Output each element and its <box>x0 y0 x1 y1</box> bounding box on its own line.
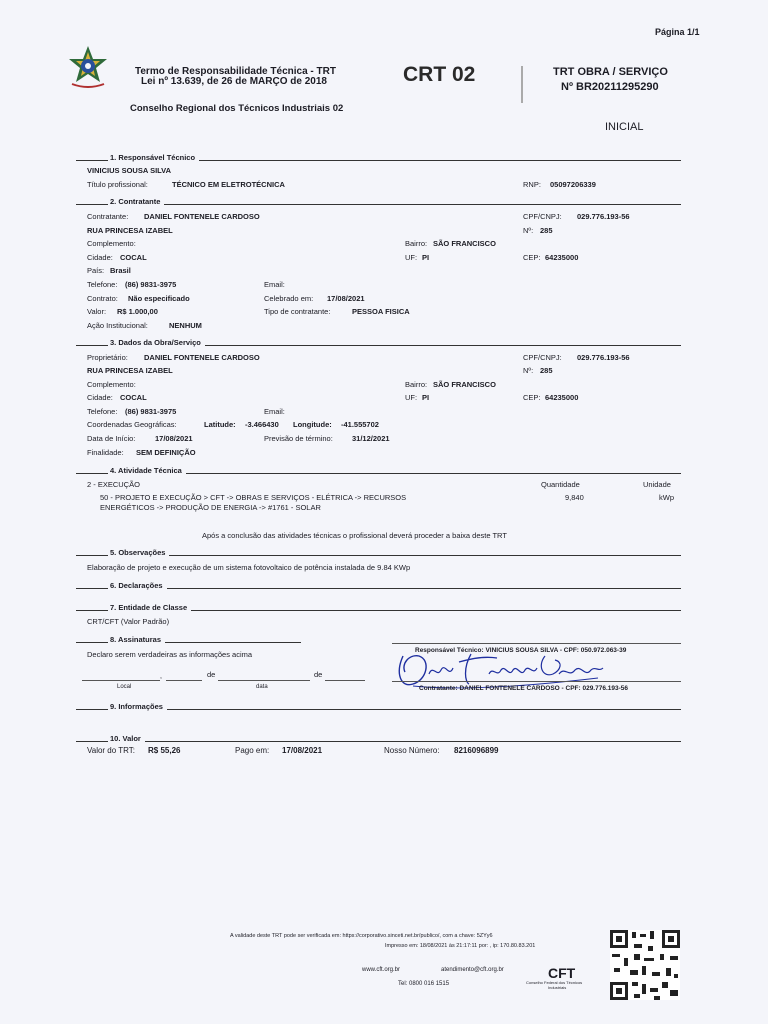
contratante-telefone-label: Telefone: <box>87 280 118 289</box>
term-title: Termo de Responsabilidade Técnica - TRT <box>135 66 336 77</box>
contratante-telefone-value: (86) 9831-3975 <box>125 280 177 289</box>
contratante-num-value: 285 <box>540 226 553 235</box>
activity-desc-line2: ENERGÉTICOS -> PRODUÇÃO DE ENERGIA -> #1761 - SOLAR <box>100 503 321 512</box>
longitude-value: -41.555702 <box>341 420 379 429</box>
finalidade-value: SEM DEFINIÇÃO <box>136 448 196 457</box>
obra-cep-label: CEP: <box>523 393 541 402</box>
contratante-bairro-label: Bairro: <box>405 239 428 248</box>
section-4-header <box>76 466 681 476</box>
obra-street: RUA PRINCESA IZABEL <box>87 366 173 375</box>
finalidade-label: Finalidade: <box>87 448 124 457</box>
observacoes-text: Elaboração de projeto e execução de um sistema fotovoltaico de potência instalada de 9.84 KWp <box>87 563 411 572</box>
obra-cep-value: 64235000 <box>545 393 579 402</box>
previsao-value: 31/12/2021 <box>352 434 390 443</box>
section-2-header <box>76 197 681 207</box>
cft-subtitle-1: Conselho Federal dos Técnicos <box>526 980 583 985</box>
section-9-header <box>76 702 681 712</box>
inicio-label: Data de Início: <box>87 434 136 443</box>
day-line <box>166 680 202 681</box>
obra-num-value: 285 <box>540 366 553 375</box>
nosso-numero-value: 8216096899 <box>454 746 499 755</box>
contratante-uf-label: UF: <box>405 253 418 262</box>
tipo-contratante-label: Tipo de contratante: <box>264 307 331 316</box>
obra-cpf-label: CPF/CNPJ: <box>523 353 562 362</box>
section-6-title: 6. Declarações <box>110 581 167 590</box>
impresso-text: Impresso em: 18/08/2021 às 21:17:11 por: , ip: 170.80.83.201 <box>385 943 536 949</box>
obra-email-label: Email: <box>264 407 285 416</box>
tipo-contratante-value: PESSOA FISICA <box>352 307 410 316</box>
obra-telefone-label: Telefone: <box>87 407 118 416</box>
contratante-pais-value: Brasil <box>110 266 131 275</box>
contratante-cep-value: 64235000 <box>545 253 579 262</box>
entidade-text: CRT/CFT (Valor Padrão) <box>87 617 170 626</box>
activity-desc-line1: 50 - PROJETO E EXECUÇÃO > CFT -> OBRAS E SERVIÇOS - ELÉTRICA -> RECURSOS <box>100 493 407 502</box>
section-5-header <box>76 548 681 558</box>
contratante-cep-label: CEP: <box>523 253 541 262</box>
section-9-title: 9. Informações <box>110 702 167 711</box>
latitude-value: -3.466430 <box>245 420 279 429</box>
council-name: Conselho Regional dos Técnicos Industriais 02 <box>130 103 344 114</box>
titulo-value: TÉCNICO EM ELETROTÉCNICA <box>172 180 285 189</box>
crt-code: CRT 02 <box>403 63 476 86</box>
activity-qty: 9,840 <box>565 493 584 502</box>
previsao-label: Previsão de término: <box>264 434 333 443</box>
section-3-title: 3. Dados da Obra/Serviço <box>110 338 205 347</box>
contratante-bairro-value: SÃO FRANCISCO <box>433 239 496 248</box>
obra-uf-value: PI <box>422 393 430 402</box>
coords-label: Coordenadas Geográficas: <box>87 420 177 429</box>
obra-complemento-label: Complemento: <box>87 380 136 389</box>
header-divider <box>521 66 523 103</box>
contratante-cidade-value: COCAL <box>120 253 147 262</box>
section-7-header <box>76 603 681 613</box>
longitude-label: Longitude: <box>293 420 332 429</box>
de-1: de <box>207 670 216 679</box>
footer-email: atendimento@cft.org.br <box>441 967 504 973</box>
acao-value: NENHUM <box>169 321 202 330</box>
year-line <box>325 680 365 681</box>
section-6-header <box>76 581 681 591</box>
declaro-text: Declaro serem verdadeiras as informações acima <box>87 650 253 659</box>
contr-signature-line <box>392 681 681 682</box>
obra-uf-label: UF: <box>405 393 418 402</box>
activity-type: 2 - EXECUÇÃO <box>87 480 140 489</box>
obra-telefone-value: (86) 9831-3975 <box>125 407 177 416</box>
qr-code-icon <box>610 930 680 1000</box>
titulo-label: Título profissional: <box>87 180 148 189</box>
obra-cpf-value: 029.776.193-56 <box>577 353 630 362</box>
cft-logo: CFT <box>548 965 576 981</box>
local-label: Local <box>117 684 132 690</box>
comma-separator: , <box>160 673 162 680</box>
obra-cidade-value: COCAL <box>120 393 147 402</box>
section-8-header <box>76 635 301 645</box>
section-7-title: 7. Entidade de Classe <box>110 603 191 612</box>
contratante-complemento-label: Complemento: <box>87 239 136 248</box>
qty-header: Quantidade <box>541 480 580 489</box>
contratante-uf-value: PI <box>422 253 430 262</box>
contratante-cidade-label: Cidade: <box>87 253 113 262</box>
resp-tecnico-line: Responsável Técnico: VINICIUS SOUSA SILVA - CPF: 050.972.063-39 <box>415 647 627 654</box>
inicio-value: 17/08/2021 <box>155 434 193 443</box>
footer-tel: Tel: 0800 016 1515 <box>398 981 450 987</box>
contrato-label: Contrato: <box>87 294 118 303</box>
footer-site: www.cft.org.br <box>362 967 401 973</box>
responsavel-name: VINICIUS SOUSA SILVA <box>87 166 172 175</box>
brasil-coat-of-arms-icon <box>62 44 114 90</box>
unit-header: Unidade <box>643 480 671 489</box>
proprietario-label: Proprietário: <box>87 353 128 362</box>
contratante-value: DANIEL FONTENELE CARDOSO <box>144 212 260 221</box>
valor-value: R$ 1.000,00 <box>117 307 158 316</box>
baixa-note: Após a conclusão das atividades técnicas o profissional deverá proceder a baixa deste TRT <box>202 531 507 540</box>
nosso-numero-label: Nosso Número: <box>384 746 440 755</box>
celebrado-value: 17/08/2021 <box>327 294 365 303</box>
local-line <box>82 680 160 681</box>
section-10-header <box>76 734 681 744</box>
latitude-label: Latitude: <box>204 420 236 429</box>
cft-subtitle-2: Industriais <box>548 985 567 990</box>
contratante-cpf-label: CPF/CNPJ: <box>523 212 562 221</box>
section-5-title: 5. Observações <box>110 548 169 557</box>
acao-label: Ação Institucional: <box>87 321 148 330</box>
law-reference: Lei nº 13.639, de 26 de MARÇO de 2018 <box>141 76 327 87</box>
obra-bairro-label: Bairro: <box>405 380 428 389</box>
contratante-label: Contratante: <box>87 212 129 221</box>
page-number: Página 1/1 <box>655 27 700 37</box>
trt-type: TRT OBRA / SERVIÇO <box>553 66 668 78</box>
data-label: data <box>256 684 268 690</box>
valor-trt-label: Valor do TRT: <box>87 746 136 755</box>
contrato-value: Não especificado <box>128 294 190 303</box>
contratante-cpf-value: 029.776.193-56 <box>577 212 630 221</box>
pago-label: Pago em: <box>235 746 270 755</box>
month-line <box>218 680 310 681</box>
section-4-title: 4. Atividade Técnica <box>110 466 186 475</box>
obra-cidade-label: Cidade: <box>87 393 113 402</box>
obra-bairro-value: SÃO FRANCISCO <box>433 380 496 389</box>
de-2: de <box>314 670 323 679</box>
contratante-street: RUA PRINCESA IZABEL <box>87 226 173 235</box>
rnp-value: 05097206339 <box>550 180 596 189</box>
validade-text: A validade deste TRT pode ser verificada em: https://corporativo.sinceti.net.br/publico/, com a chave: 5ZYy6 <box>230 933 493 939</box>
contratante-num-label: Nº: <box>523 226 534 235</box>
contratante-pais-label: País: <box>87 266 105 275</box>
trt-status: INICIAL <box>605 121 644 133</box>
section-1-title: 1. Responsável Técnico <box>110 153 199 162</box>
section-3-header <box>76 338 681 348</box>
valor-trt-value: R$ 55,26 <box>148 746 181 755</box>
trt-number: Nº BR20211295290 <box>561 81 659 93</box>
section-1-header <box>76 153 681 163</box>
contratante-email-label: Email: <box>264 280 285 289</box>
obra-num-label: Nº: <box>523 366 534 375</box>
section-10-title: 10. Valor <box>110 734 145 743</box>
proprietario-value: DANIEL FONTENELE CARDOSO <box>144 353 260 362</box>
pago-value: 17/08/2021 <box>282 746 323 755</box>
section-8-title: 8. Assinaturas <box>110 635 165 644</box>
celebrado-label: Celebrado em: <box>264 294 314 303</box>
activity-unit: kWp <box>659 493 674 502</box>
rnp-label: RNP: <box>523 180 541 189</box>
valor-label: Valor: <box>87 307 107 316</box>
section-2-title: 2. Contratante <box>110 197 164 206</box>
contratante-signature-line: Contratante: DANIEL FONTENELE CARDOSO - CPF: 029.776.193-56 <box>419 685 629 692</box>
